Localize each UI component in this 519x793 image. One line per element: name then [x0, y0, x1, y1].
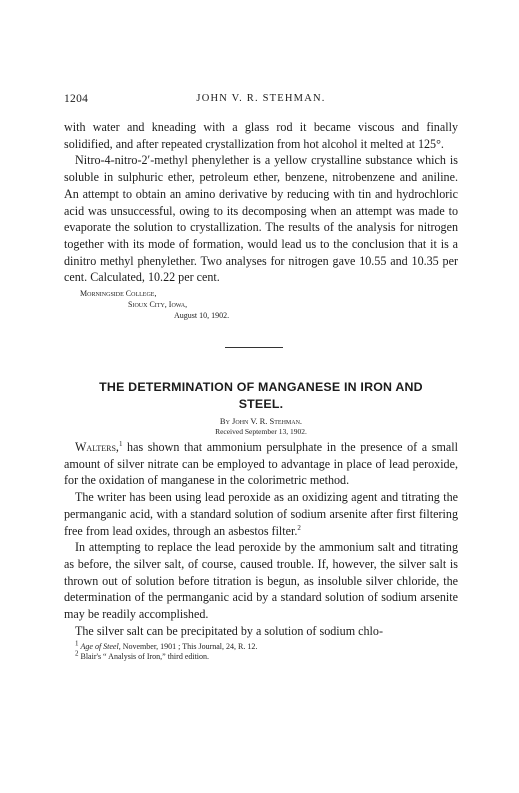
section-divider — [225, 347, 283, 348]
received-date: Received September 13, 1902. — [215, 427, 307, 437]
article-paragraph-4: The silver salt can be precipitated by a solution of sodium chlo- — [75, 623, 383, 638]
continuation-paragraph-2: Nitro-4-nitro-2′-methyl phenylether is a yellow crystalline substance which is soluble in sulphuric ether, petroleum ether, benzene, nitrobenzene and aniline. An attempt to obtain an amino derivative by reducing with tin and hydrochloric acid was unsuccessful, owing to its decomposing when an attempt was made to evaporate the solution to crystallization. The results of the analysis for nitrogen together with its mode of formation, would lead us to the conclusion that it is a dinitro methyl phenylether. Two analyses for nitrogen gave 10.55 and 10.35 per cent. Calculated, 10.22 per cent. — [64, 153, 458, 285]
footnote-ref-1: 1 — [118, 440, 123, 448]
article-paragraph-3: In attempting to replace the lead peroxide by the ammonium salt and titrating as before, the silver salt, of course, caused trouble. If, however, the silver salt is thrown out of solution before titration is begun, as insoluble silver chloride, the determination of the permanganic acid by a standard solution of sodium arsenite may be readily accomplished. — [64, 540, 458, 622]
article-paragraph-1-text: has shown that ammonium persulphate in the presence of a small amount of silver nitrate can be employed to advantage in place of lead peroxide, for the oxidation of manganese in the colorimetric method. — [64, 440, 458, 488]
article-paragraph-1 — [64, 439, 458, 489]
running-head: JOHN V. R. STEHMAN. — [196, 93, 326, 104]
footnote-2-text: Blair's “ Analysis of Iron,” third edition. — [80, 652, 210, 662]
footnote-2 — [64, 649, 458, 662]
article-title-line-2: STEEL. — [238, 397, 284, 412]
footnote-1 — [64, 639, 458, 652]
footnote-1-text: November, 1901 ; This Journal, 24, R. 12. — [120, 642, 258, 652]
signature-block — [64, 288, 458, 321]
article-paragraph-2-text: The writer has been using lead peroxide as an oxidizing agent and titrating the permanganic acid, with a standard solution of sodium arsenite after first filtering free from lead oxides, through an asbestos filter. — [64, 490, 458, 538]
signature-college: Morningside College, — [80, 289, 157, 299]
page-header — [64, 93, 458, 109]
article-title-line-1: THE DETERMINATION OF MANGANESE IN IRON AND — [99, 380, 423, 395]
author-name: Walters, — [75, 440, 119, 455]
footnotes — [64, 639, 458, 662]
footnote-1-mark: 1 — [75, 639, 79, 648]
article-title — [64, 379, 458, 413]
page-number: 1204 — [64, 93, 89, 105]
page-body — [64, 119, 458, 662]
continuation-paragraph-1: with water and kneading with a glass rod it became viscous and finally solidified, and after repeated crystallization from hot alcohol it melted at 125°. — [64, 120, 458, 151]
footnote-1-source: Age of Steel, — [80, 642, 121, 652]
signature-city: Sioux City, Iowa, — [128, 300, 188, 310]
footnote-2-mark: 2 — [75, 649, 79, 658]
footnote-ref-2: 2 — [297, 523, 301, 532]
article-paragraph-2 — [64, 489, 458, 539]
byline: By John V. R. Stehman. — [219, 416, 303, 427]
signature-date: August 10, 1902. — [174, 311, 230, 321]
